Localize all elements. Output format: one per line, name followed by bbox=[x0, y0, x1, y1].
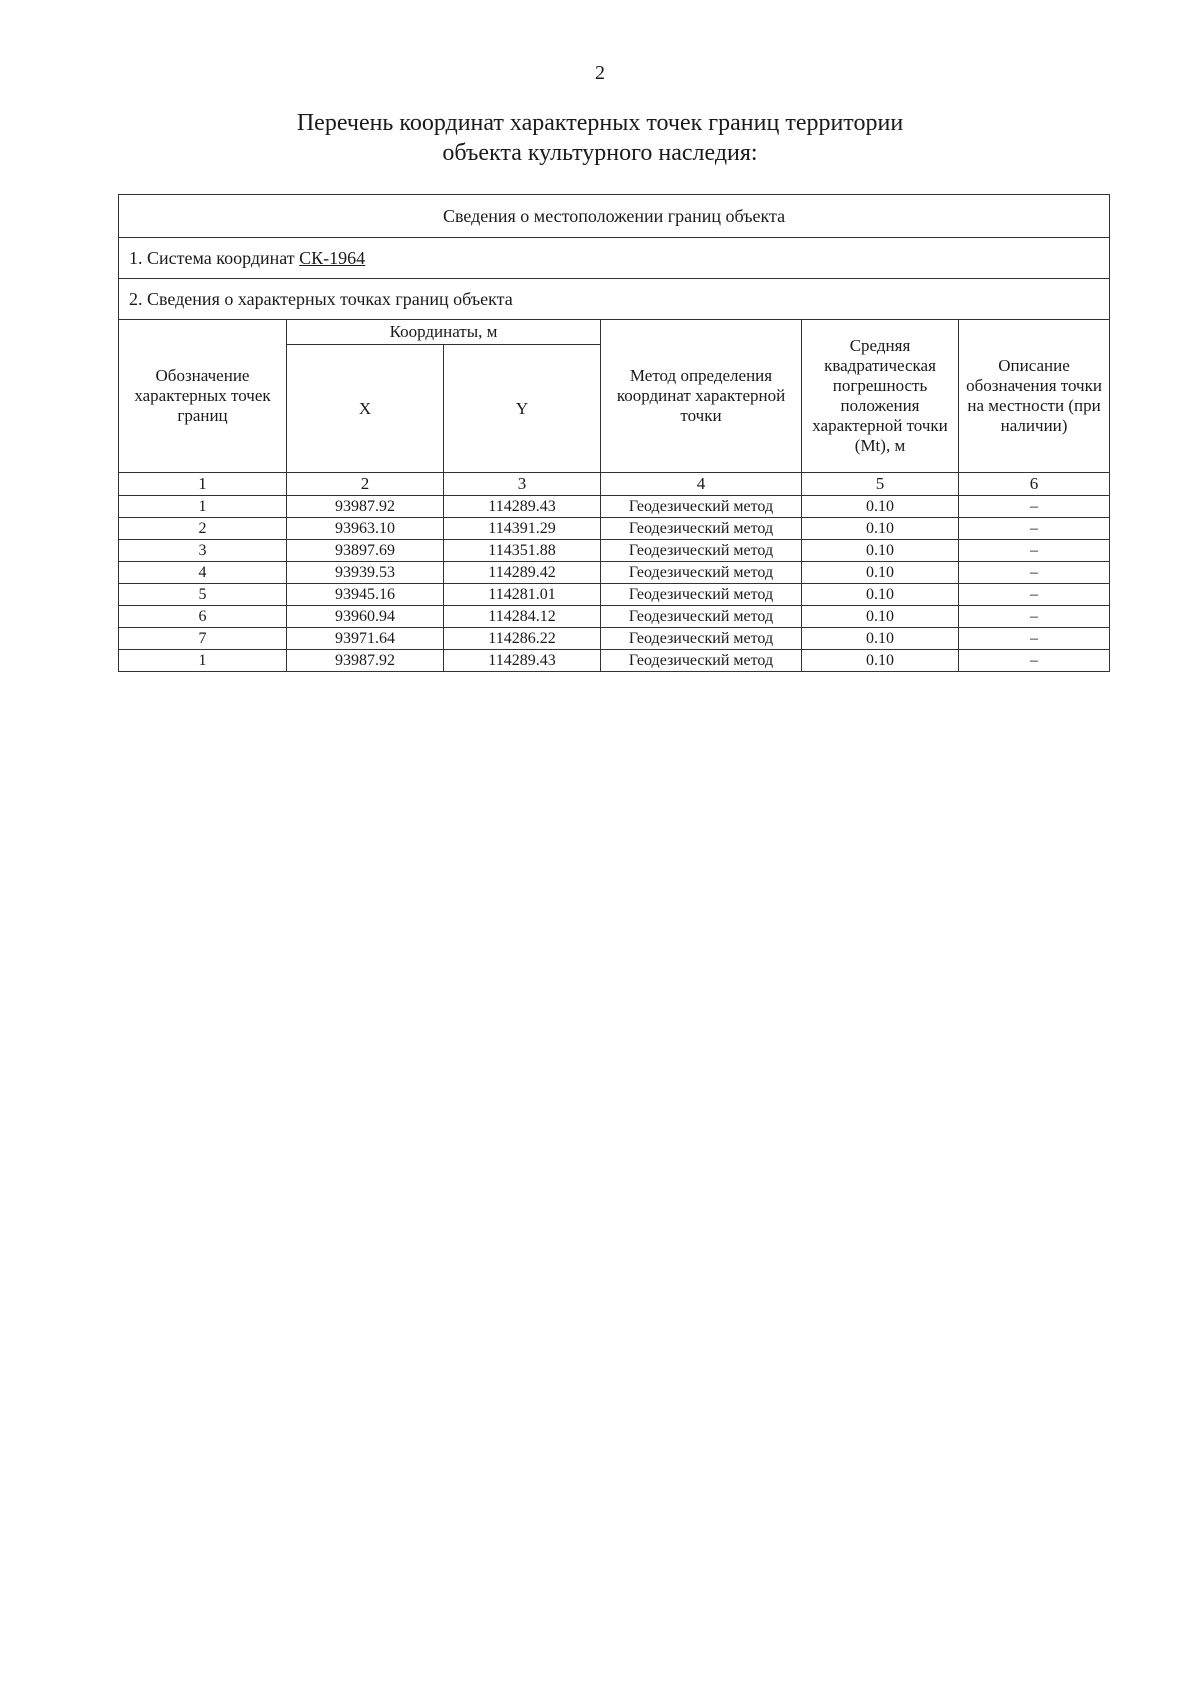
x-cell: 93971.64 bbox=[287, 628, 444, 650]
x-cell: 93960.94 bbox=[287, 606, 444, 628]
y-cell: 114289.43 bbox=[444, 650, 601, 672]
point-cell: 6 bbox=[119, 606, 287, 628]
header-method: Метод определения координат характерной точки bbox=[601, 320, 802, 473]
description-cell: – bbox=[959, 584, 1110, 606]
error-cell: 0.10 bbox=[802, 496, 959, 518]
method-cell: Геодезический метод bbox=[601, 518, 802, 540]
table-row bbox=[119, 628, 1110, 650]
error-cell: 0.10 bbox=[802, 584, 959, 606]
header-designation: Обозначение характерных точек границ bbox=[119, 320, 287, 473]
table-row bbox=[119, 540, 1110, 562]
error-cell: 0.10 bbox=[802, 518, 959, 540]
document-title bbox=[0, 108, 1200, 168]
points-heading-row bbox=[119, 279, 1110, 320]
point-cell: 7 bbox=[119, 628, 287, 650]
table-row bbox=[119, 518, 1110, 540]
page-number: 2 bbox=[595, 62, 605, 84]
table-row bbox=[119, 496, 1110, 518]
points-heading: 2. Сведения о характерных точках границ объекта bbox=[119, 279, 1110, 320]
header-coordinates: Координаты, м bbox=[287, 320, 601, 345]
description-cell: – bbox=[959, 518, 1110, 540]
description-cell: – bbox=[959, 650, 1110, 672]
header-description: Описание обозначения точки на местности (при наличии) bbox=[959, 320, 1110, 473]
description-cell: – bbox=[959, 606, 1110, 628]
y-cell: 114289.42 bbox=[444, 562, 601, 584]
method-cell: Геодезический метод bbox=[601, 496, 802, 518]
point-cell: 1 bbox=[119, 496, 287, 518]
column-number: 1 bbox=[119, 473, 287, 496]
method-cell: Геодезический метод bbox=[601, 562, 802, 584]
coord-system-label: 1. Система координат bbox=[129, 248, 300, 268]
error-cell: 0.10 bbox=[802, 562, 959, 584]
column-number-row bbox=[119, 473, 1110, 496]
y-cell: 114391.29 bbox=[444, 518, 601, 540]
coord-system-cell bbox=[119, 238, 1110, 279]
point-cell: 5 bbox=[119, 584, 287, 606]
y-cell: 114286.22 bbox=[444, 628, 601, 650]
method-cell: Геодезический метод bbox=[601, 628, 802, 650]
error-cell: 0.10 bbox=[802, 628, 959, 650]
document-title-line-2: объекта культурного наследия: bbox=[442, 140, 758, 166]
y-cell: 114281.01 bbox=[444, 584, 601, 606]
x-cell: 93897.69 bbox=[287, 540, 444, 562]
point-cell: 4 bbox=[119, 562, 287, 584]
x-cell: 93945.16 bbox=[287, 584, 444, 606]
point-cell: 3 bbox=[119, 540, 287, 562]
x-cell: 93963.10 bbox=[287, 518, 444, 540]
section-header-row bbox=[119, 195, 1110, 238]
header-error: Средняя квадратическая погрешность положения характерной точки (Mt), м bbox=[802, 320, 959, 473]
x-cell: 93939.53 bbox=[287, 562, 444, 584]
description-cell: – bbox=[959, 540, 1110, 562]
error-cell: 0.10 bbox=[802, 606, 959, 628]
table-row bbox=[119, 650, 1110, 672]
description-cell: – bbox=[959, 562, 1110, 584]
x-cell: 93987.92 bbox=[287, 650, 444, 672]
column-number: 4 bbox=[601, 473, 802, 496]
point-cell: 2 bbox=[119, 518, 287, 540]
method-cell: Геодезический метод bbox=[601, 540, 802, 562]
error-cell: 0.10 bbox=[802, 540, 959, 562]
description-cell: – bbox=[959, 496, 1110, 518]
y-cell: 114289.43 bbox=[444, 496, 601, 518]
y-cell: 114351.88 bbox=[444, 540, 601, 562]
header-x: X bbox=[287, 345, 444, 473]
table-row bbox=[119, 606, 1110, 628]
description-cell: – bbox=[959, 628, 1110, 650]
header-y: Y bbox=[444, 345, 601, 473]
error-cell: 0.10 bbox=[802, 650, 959, 672]
method-cell: Геодезический метод bbox=[601, 606, 802, 628]
y-cell: 114284.12 bbox=[444, 606, 601, 628]
method-cell: Геодезический метод bbox=[601, 584, 802, 606]
coord-system-row bbox=[119, 238, 1110, 279]
document-title-line-1: Перечень координат характерных точек границ территории bbox=[296, 110, 904, 136]
x-cell: 93987.92 bbox=[287, 496, 444, 518]
column-number: 2 bbox=[287, 473, 444, 496]
table-row bbox=[119, 562, 1110, 584]
coordinates-table bbox=[118, 194, 1110, 672]
header-row-1 bbox=[119, 320, 1110, 345]
column-number: 3 bbox=[444, 473, 601, 496]
method-cell: Геодезический метод bbox=[601, 650, 802, 672]
column-number: 6 bbox=[959, 473, 1110, 496]
section-header: Сведения о местоположении границ объекта bbox=[119, 195, 1110, 238]
column-number: 5 bbox=[802, 473, 959, 496]
table-row bbox=[119, 584, 1110, 606]
point-cell: 1 bbox=[119, 650, 287, 672]
coord-system-value: СК-1964 bbox=[299, 248, 366, 268]
